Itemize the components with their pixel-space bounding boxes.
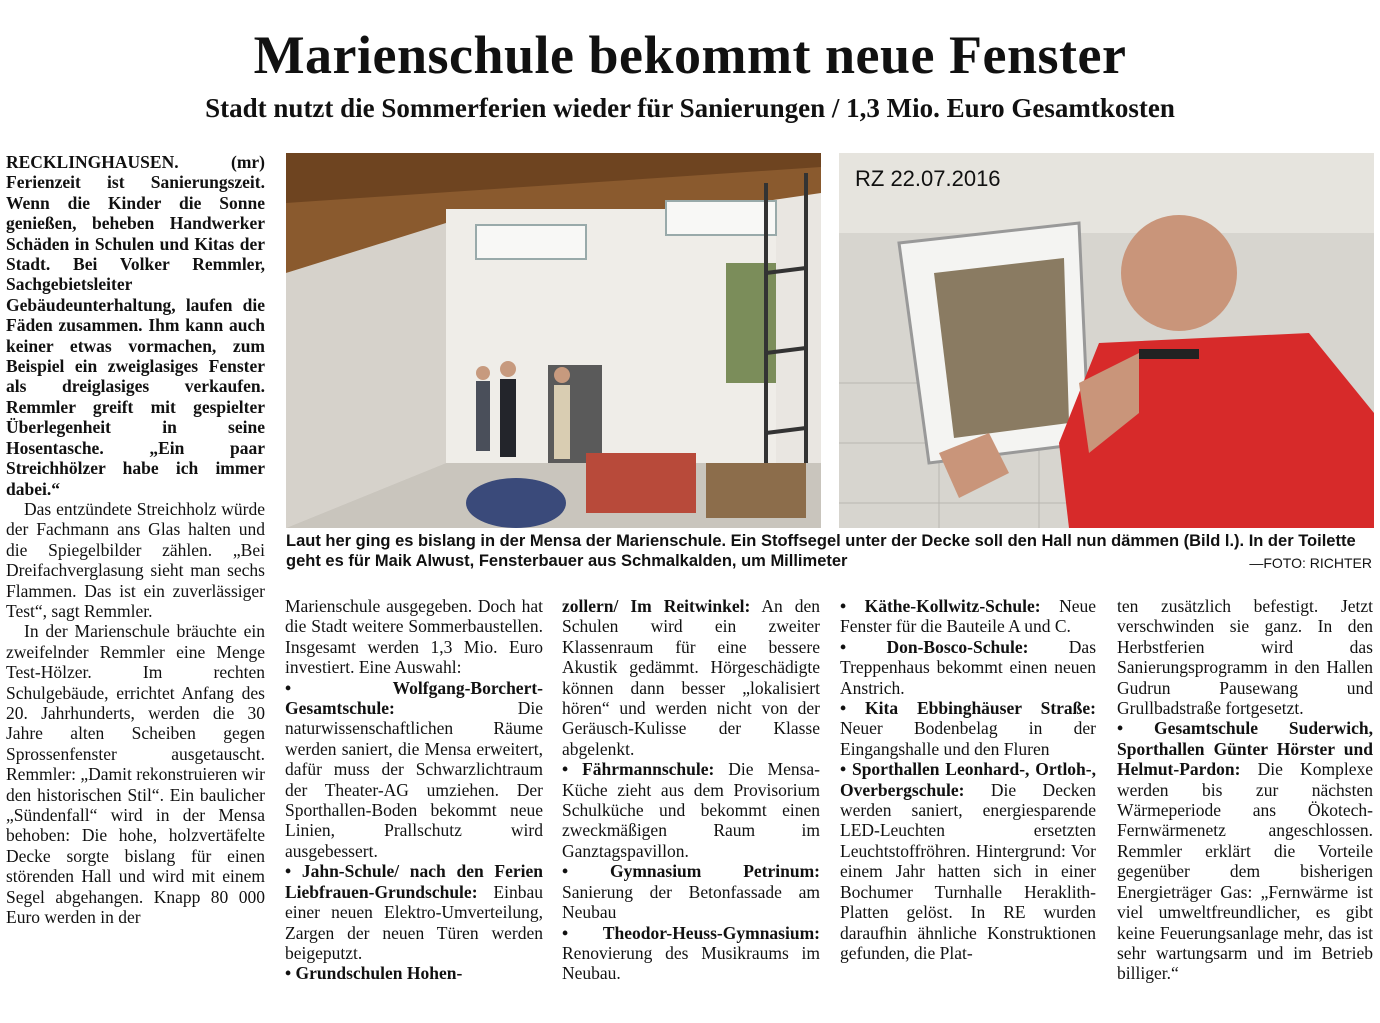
list-item: [1117, 718, 1373, 983]
list-item-heading: • Sporthallen Leonhard-, Ortloh-, Overbergschule:: [840, 759, 1096, 800]
list-item-heading: • Gesamtschule Suderwich, Sporthallen Günter Hörster und Helmut-Pardon:: [1117, 718, 1373, 780]
list-item-text: Einbau einer neuen Elektro-Umverteilung, Zargen der neuen Türen werden beigeputzt.: [285, 881, 543, 963]
list-item-text: Die Decken werden saniert, energiesparende LED-Leuchten ersetzten Leuchtstoffröhren. Hintergrund: Vor einem Jahr hatten sich in einer Bochumer Turnhalle Heraklith-Platten gelöst. In RE wurden daraufhin ähnliche Konstruktionen gefunden, die Plat-: [840, 779, 1096, 963]
list-item: [285, 963, 543, 983]
list-item-heading: • Fährmannschule:: [562, 759, 715, 780]
list-item: [840, 759, 1096, 963]
article-column-3: [562, 596, 820, 984]
list-item-text: Die Mensa-Küche zieht aus dem Provisorium Schulküche und bekommt einen zweckmäßigen Raum im Ganztagspavillon.: [562, 759, 821, 861]
list-item: [562, 596, 820, 759]
article-column-4: [840, 596, 1096, 963]
list-item-heading: • Theodor-Heuss-Gymnasium:: [562, 922, 820, 943]
list-item: [840, 596, 1096, 637]
list-item: [562, 861, 820, 922]
body-paragraph: Das entzündete Streichholz würde der Fachmann ans Glas halten und die Spiegelbilder zählen. „Bei Dreifachverglasung sieht man sechs Flammen. Das ist ein zuverlässiger Test“, sagt Remmler.: [6, 498, 265, 621]
photo-credit: —FOTO: RICHTER: [1249, 555, 1372, 571]
list-item-heading: • Gymnasium Petrinum:: [562, 861, 820, 882]
list-item-text: Sanierung der Betonfassade am Neubau: [562, 881, 820, 923]
list-item-text: Die naturwissenschaftlichen Räume werden saniert, die Mensa erweitert, dafür muss der Schwarzlichtraum der Theater-AG umziehen. Der Sporthallen-Boden bekommt neue Linien, Prallschutz wird ausgebessert.: [285, 698, 543, 861]
list-item-text: Renovierung des Musikraums im Neubau.: [562, 942, 820, 984]
list-item-heading: • Käthe-Kollwitz-Schule:: [840, 596, 1041, 616]
list-item-text: Das Treppenhaus bekommt einen neuen Anstrich.: [840, 636, 1097, 698]
list-item-text: An den Schulen wird ein zweiter Klassenraum für eine bessere Akustik gedämmt. Hörgeschädigte können dann besser „lokalisiert hören“ und werden nicht von der Geräusch-Kulisse der Klasse abgelenkt.: [562, 596, 821, 759]
date-stamp: RZ 22.07.2016: [855, 166, 1001, 191]
list-item: [840, 698, 1096, 759]
list-item-heading: • Don-Bosco-Schule:: [840, 636, 1029, 657]
list-item-text: Die Komplexe werden bis zur nächsten Wärmeperiode ans Ökotech-Fernwärmenetz angeschlossen. Remmler erklärt die Vorteile gegenüber dem bisherigen Energieträger Gas: „Fernwärme ist viel umweltfreundlicher, es gibt keine Feuerungsanlage mehr, das ist sehr wartungsarm und im Betrieb billiger.“: [1117, 759, 1373, 984]
subheadline: Stadt nutzt die Sommerferien wieder für Sanierungen / 1,3 Mio. Euro Gesamtkosten: [205, 93, 1175, 123]
list-item-heading: zollern/ Im Reitwinkel:: [562, 596, 751, 616]
article-column-2: [285, 596, 543, 984]
body-paragraph: ten zusätzlich befestigt. Jetzt verschwinden sie ganz. In den Herbstferien wird das Sanierungsprogramm in den Hallen Gudrun Pausewang und Grullbadstraße fortgesetzt.: [1117, 596, 1373, 719]
list-item-text: Neue Fenster für die Bauteile A und C.: [840, 596, 1097, 637]
lead-paragraph: RECKLINGHAUSEN. (mr) Ferienzeit ist Sanierungszeit. Wenn die Kinder die Sonne genießen, beheben Handwerker Schäden in Schulen und Kitas der Stadt. Bei Volker Remmler, Sachgebietsleiter Gebäudeunterhaltung, laufen die Fäden zusammen. Ihm kann auch keiner etwas vormachen, zum Beispiel ein zweiglasiges Fenster als dreiglasiges verkaufen. Remmler greift mit gespielter Überlegenheit in seine Hosentasche. „Ein paar Streichhölzer habe ich immer dabei.“: [6, 152, 265, 499]
window-fitter-photo: [839, 153, 1374, 528]
list-item: [840, 637, 1096, 698]
list-item-heading: • Jahn-Schule/ nach den Ferien Liebfrauen-Grundschule:: [285, 861, 543, 902]
list-item: [285, 861, 543, 963]
list-item: [562, 923, 820, 984]
photo-caption: Laut her ging es bislang in der Mensa der Marienschule. Ein Stoffsegel unter der Decke soll den Hall nun dämmen (Bild l.). In der Toilette geht es für Maik Alwust, Fensterbauer aus Schmalkalden, um Millimeter: [286, 532, 1356, 570]
list-item-heading: • Wolfgang-Borchert-Gesamtschule:: [285, 677, 543, 719]
headline: Marienschule bekommt neue Fenster: [253, 25, 1127, 85]
body-paragraph: Marienschule ausgegeben. Doch hat die Stadt weitere Sommerbaustellen. Insgesamt werden 1,3 Mio. Euro investiert. Eine Auswahl:: [285, 596, 543, 678]
body-paragraph: In der Marienschule bräuchte ein zweifelnder Remmler eine Menge Test-Hölzer. Im rechten Schulgebäude, errichtet Anfang des 20. Jahrhunderts, werden die 30 Jahre alten Scheiben gegen Sprossenfenster ausgetauscht. Remmler: „Damit rekonstruieren wir den historischen Stil“. Ein baulicher „Sündenfall“ wird in der Mensa behoben: Die hohe, holzvertäfelte Decke sorgte bislang für einen störenden Hall und wird mit einem Segel abgehangen. Knapp 80 000 Euro werden in der: [6, 621, 266, 928]
list-item-heading: • Grundschulen Hohen-: [285, 963, 463, 984]
list-item: [562, 759, 820, 861]
list-item-text: Neuer Bodenbelag in der Eingangshalle und den Fluren: [840, 718, 1096, 759]
article-column-1: [6, 152, 265, 927]
mensa-photo: [286, 153, 821, 528]
article-column-5: [1117, 596, 1373, 984]
list-item: [285, 678, 543, 862]
list-item-heading: • Kita Ebbinghäuser Straße:: [840, 698, 1096, 719]
